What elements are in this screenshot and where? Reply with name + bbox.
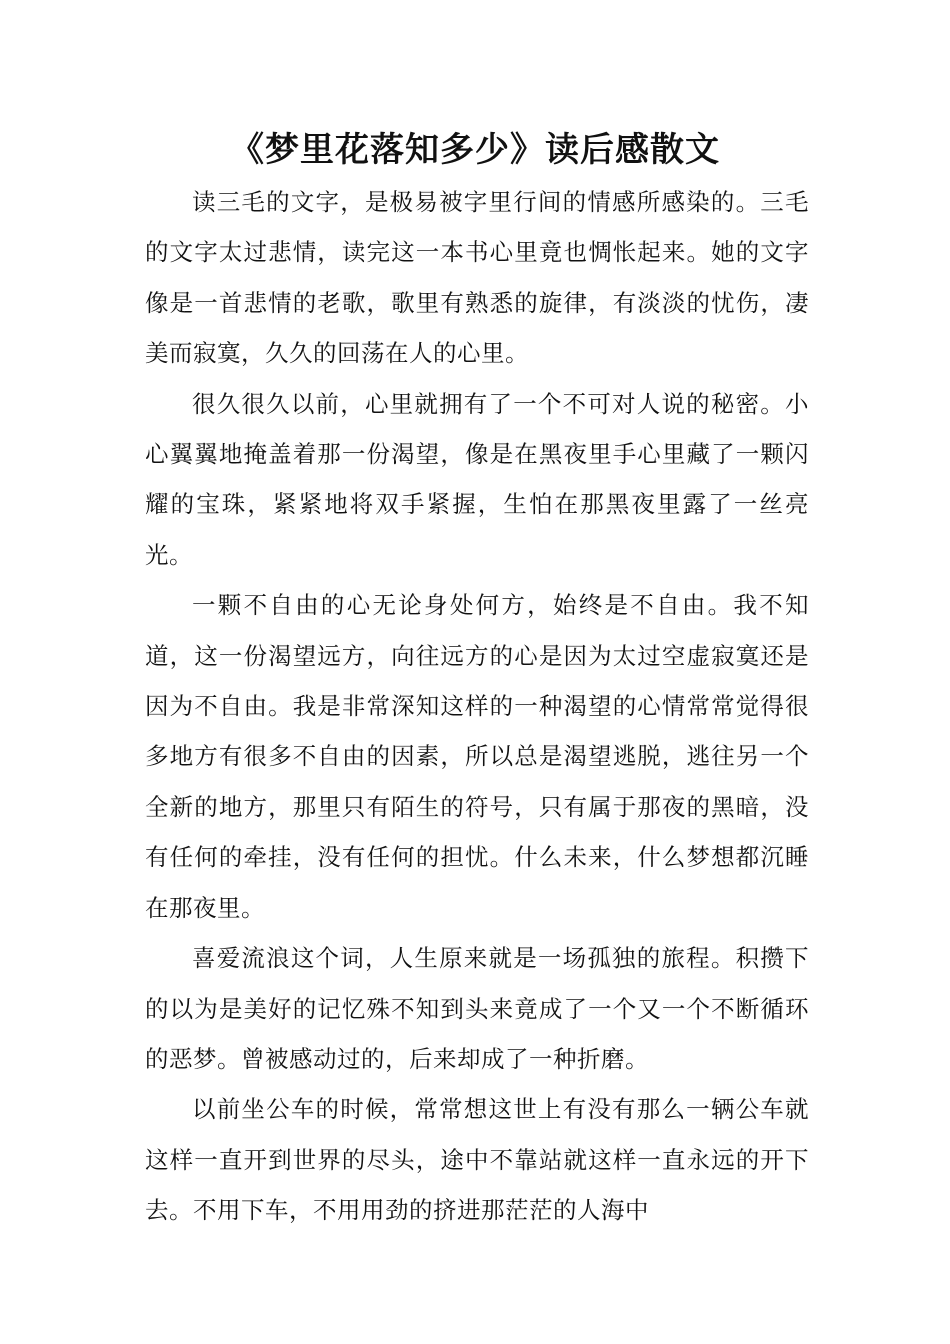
paragraph-1: 读三毛的文字，是极易被字里行间的情感所感染的。三毛的文字太过悲情，读完这一本书心里竟也惆怅起来。她的文字像是一首悲情的老歌，歌里有熟悉的旋律，有淡淡的忧伤，凄美而寂寞，久久的回荡在人的心里。 (145, 188, 809, 368)
paragraph-5: 以前坐公车的时候，常常想这世上有没有那么一辆公车就这样一直开到世界的尽头，途中不靠站就这样一直永远的开下去。不用下车，不用用劲的挤进那茫茫的人海中 (145, 1095, 809, 1225)
paragraph-4: 喜爱流浪这个词，人生原来就是一场孤独的旅程。积攒下的以为是美好的记忆殊不知到头来竟成了一个又一个不断循环的恶梦。曾被感动过的，后来却成了一种折磨。 (145, 944, 809, 1073)
paragraph-2: 很久很久以前，心里就拥有了一个不可对人说的秘密。小心翼翼地掩盖着那一份渴望，像是在黑夜里手心里藏了一颗闪耀的宝珠，紧紧地将双手紧握，生怕在那黑夜里露了一丝亮光。 (145, 389, 809, 569)
document-title: 《梦里花落知多少》读后感散文 (230, 130, 720, 170)
document-body (145, 177, 809, 1236)
paragraph-3: 一颗不自由的心无论身处何方，始终是不自由。我不知道，这一份渴望远方，向往远方的心是因为太过空虚寂寞还是因为不自由。我是非常深知这样的一种渴望的心情常常觉得很多地方有很多不自由的因素，所以总是渴望逃脱，逃往另一个全新的地方，那里只有陌生的符号，只有属于那夜的黑暗，没有任何的牵挂，没有任何的担忧。什么未来，什么梦想都沉睡在那夜里。 (145, 591, 809, 922)
